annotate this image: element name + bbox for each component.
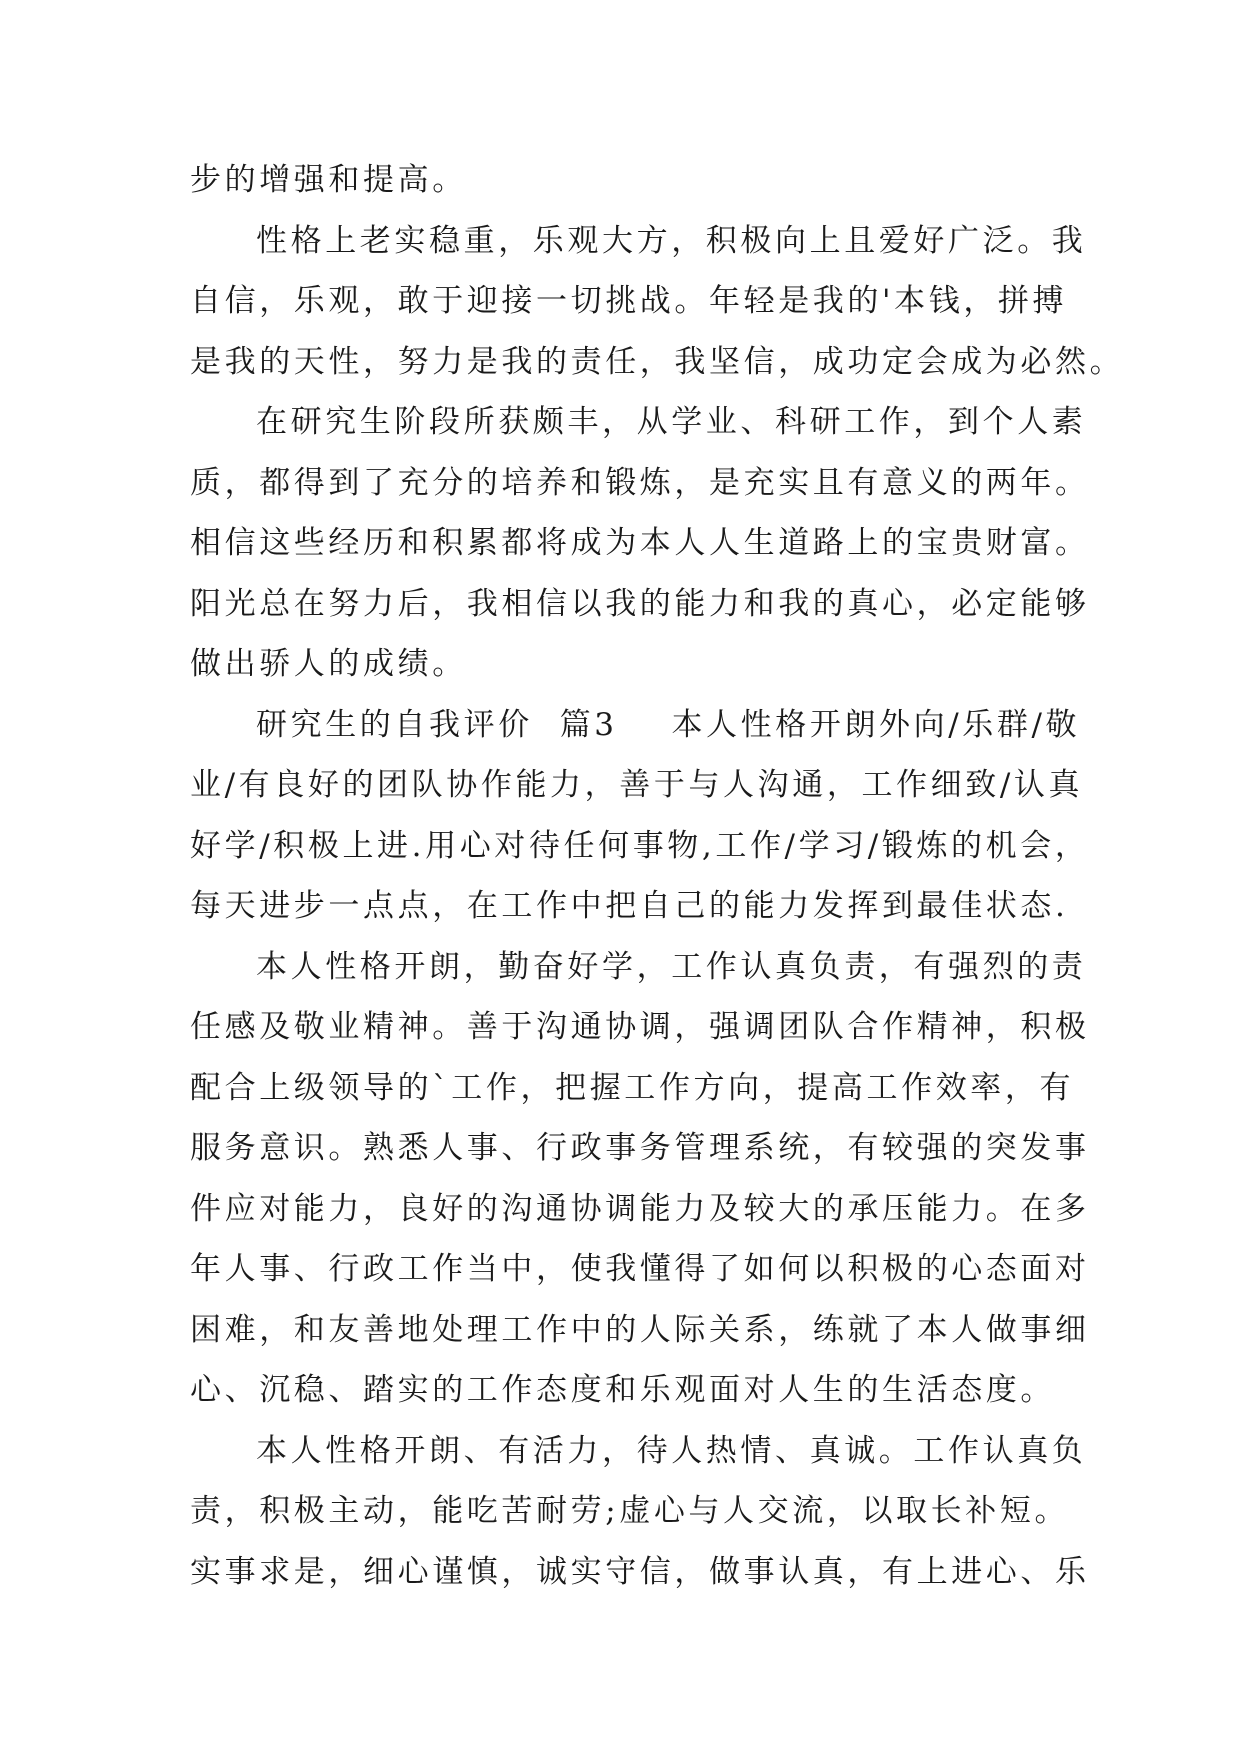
text-line: 阳光总在努力后，我相信以我的能力和我的真心，必定能够 xyxy=(190,585,1090,622)
text-line: 心、沉稳、踏实的工作态度和乐观面对人生的生活态度。 xyxy=(190,1372,1055,1408)
text-line: 在研究生阶段所获颇丰，从学业、科研工作，到个人素 xyxy=(256,404,1087,440)
text-line: 质，都得到了充分的培养和锻炼，是充实且有意义的两年。 xyxy=(190,464,1090,501)
text-line: 配合上级领导的`工作，把握工作方向，提高工作效率，有 xyxy=(190,1069,1075,1106)
text-line: 困难，和友善地处理工作中的人际关系，练就了本人做事细 xyxy=(190,1311,1090,1348)
text-line: 责，积极主动，能吃苦耐劳;虚心与人交流，以取长补短。 xyxy=(190,1493,1070,1529)
text-line: 本人性格开朗，勤奋好学，工作认真负责，有强烈的责 xyxy=(256,948,1087,985)
document-body xyxy=(190,150,1125,1602)
text-line: 步的增强和提高。 xyxy=(190,162,467,198)
text-line: 年人事、行政工作当中，使我懂得了如何以积极的心态面对 xyxy=(190,1251,1090,1287)
text-line: 性格上老实稳重，乐观大方，积极向上且爱好广泛。我 xyxy=(256,222,1087,259)
text-line: 服务意识。熟悉人事、行政事务管理系统，有较强的突发事 xyxy=(190,1130,1090,1166)
text-line: 好学/积极上进.用心对待任何事物,工作/学习/锻炼的机会， xyxy=(190,827,1090,864)
text-line: 本人性格开朗、有活力，待人热情、真诚。工作认真负 xyxy=(256,1432,1087,1469)
text-line: 每天进步一点点，在工作中把自己的能力发挥到最佳状态. xyxy=(190,888,1069,924)
text-line: 业/有良好的团队协作能力，善于与人沟通，工作细致/认真 xyxy=(190,767,1084,803)
text-line: 自信，乐观，敢于迎接一切挑战。年轻是我的'本钱，拼搏 xyxy=(190,283,1068,319)
text-line: 实事求是，细心谨慎，诚实守信，做事认真，有上进心、乐 xyxy=(190,1553,1090,1590)
text-line: 相信这些经历和积累都将成为本人人生道路上的宝贵财富。 xyxy=(190,525,1090,561)
text-line: 是我的天性，努力是我的责任，我坚信，成功定会成为必然。 xyxy=(190,343,1125,380)
text-line: 件应对能力，良好的沟通协调能力及较大的承压能力。在多 xyxy=(190,1190,1090,1227)
text-line: 做出骄人的成绩。 xyxy=(190,646,467,682)
text-line: 任感及敬业精神。善于沟通协调，强调团队合作精神，积极 xyxy=(190,1009,1090,1045)
section-heading-line: 研究生的自我评价 篇3 本人性格开朗外向/乐群/敬 xyxy=(256,706,1081,743)
